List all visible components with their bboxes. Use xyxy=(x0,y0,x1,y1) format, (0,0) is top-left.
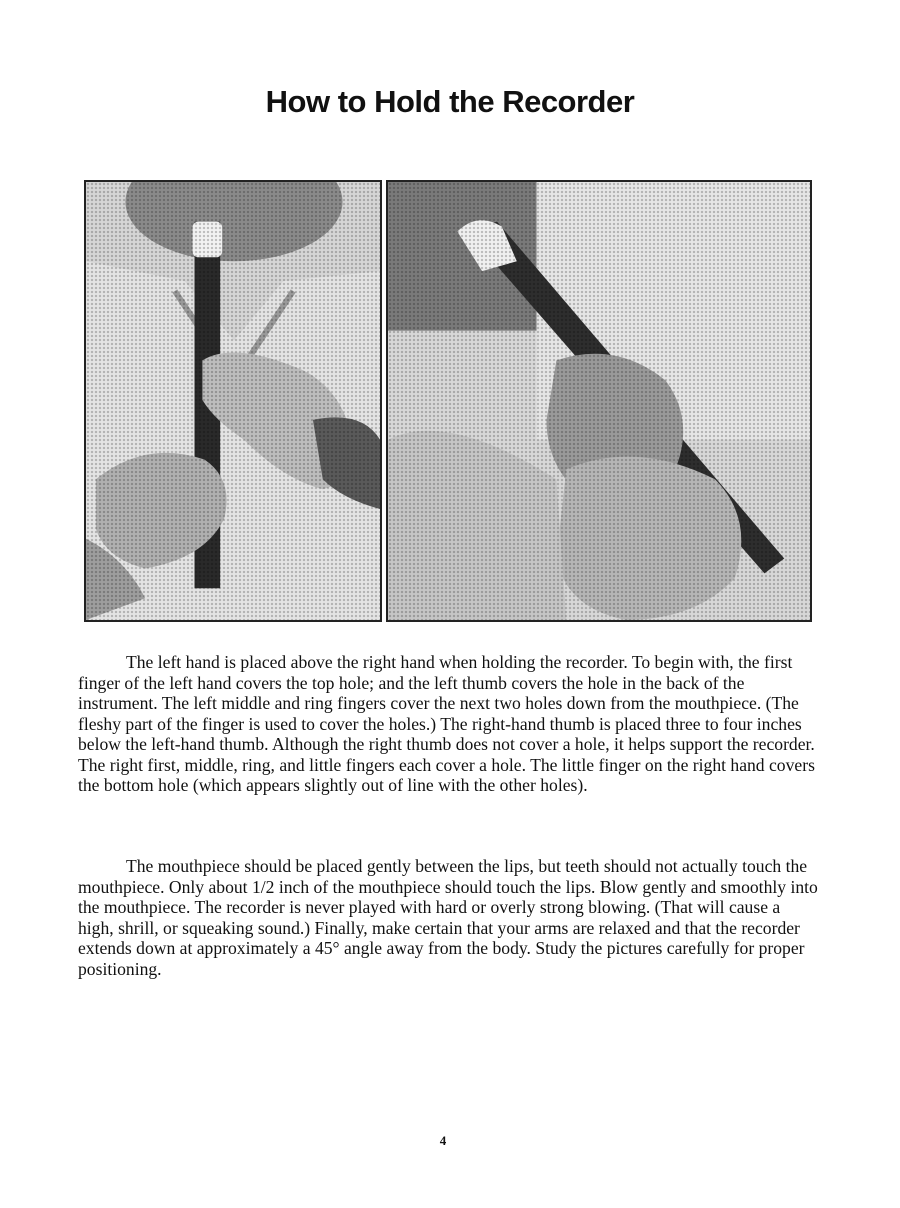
photo-front-view xyxy=(84,180,382,622)
paragraph-mouthpiece xyxy=(78,856,818,979)
paragraph-text: The left hand is placed above the right hand when holding the recorder. To begin with, the first finger of the left hand covers the top hole; and the left thumb covers the hole in the back of the instrument. The left middle and ring fingers cover the next two holes down from the mouthpiece. (The fleshy part of the finger is used to cover the holes.) The right-hand thumb is placed three to four inches below the left-hand thumb. Although the right thumb does not cover a hole, it helps support the recorder. The right first, middle, ring, and little fingers each cover a hole. The little finger on the right hand covers the bottom hole (which appears slightly out of line with the other holes). xyxy=(78,652,815,795)
front-view-illustration xyxy=(86,182,380,620)
side-view-illustration xyxy=(388,182,810,620)
paragraph-holding-hands xyxy=(78,652,818,796)
photo-side-view xyxy=(386,180,812,622)
page-title: How to Hold the Recorder xyxy=(265,84,635,119)
paragraph-text: The mouthpiece should be placed gently between the lips, but teeth should not actually touch the mouthpiece. Only about 1/2 inch of the mouthpiece should touch the lips. Blow gently and smoothly into the mouthpiece. The recorder is never played with hard or overly strong blowing. (That will cause a high, shrill, or squeaking sound.) Finally, make certain that your arms are relaxed and that the recorder extends down at approximately a 45° angle away from the body. Study the pictures carefully for proper positioning. xyxy=(78,856,818,979)
page-number: 4 xyxy=(439,1133,447,1148)
